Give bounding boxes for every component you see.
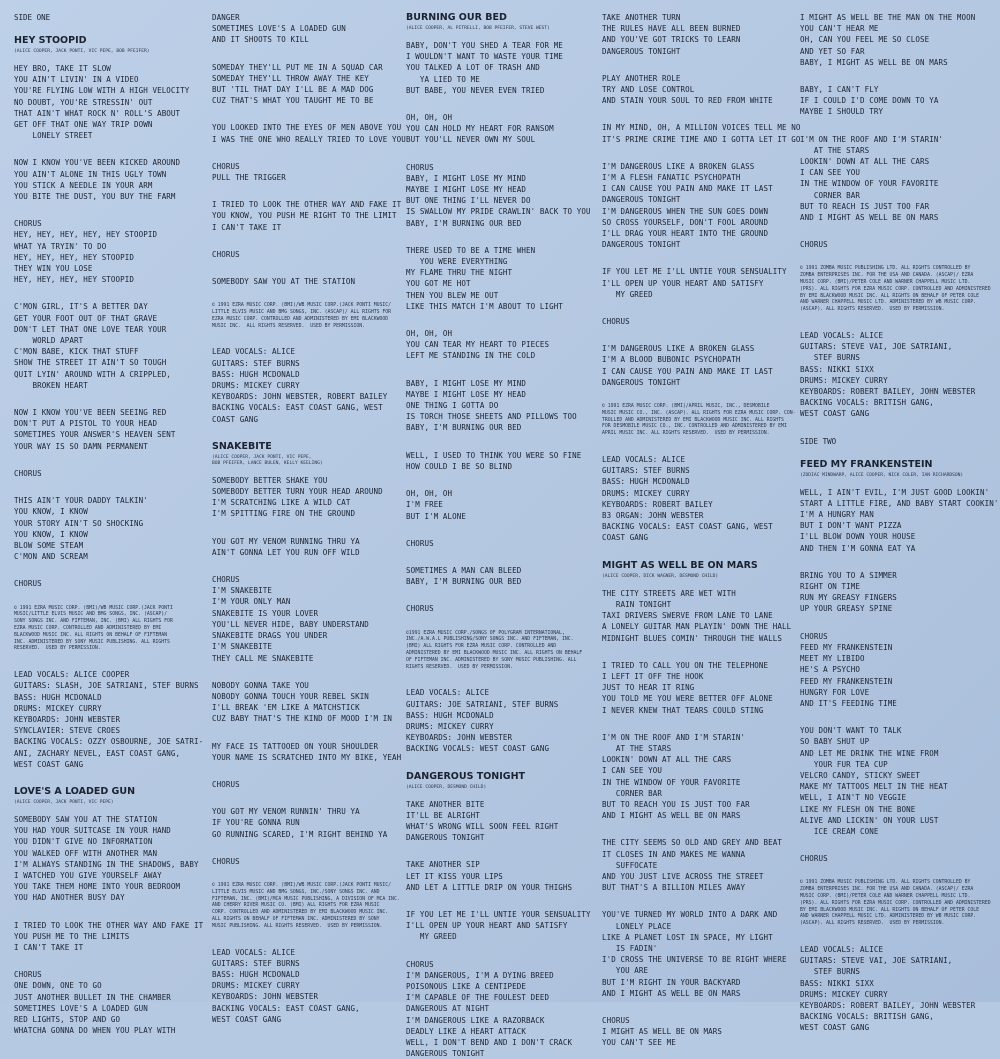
lyric-verse: YOU GOT MY VENOM RUNNING THRU YA AIN'T GONNA LET YOU RUN OFF WILD (212, 536, 360, 557)
song-title: MIGHT AS WELL BE ON MARS (602, 559, 758, 571)
lyric-verse: BABY, I MIGHT LOSE MY MIND MAYBE I MIGHT LOSE MY HEAD ONE THING I GOTTA DO IS TORCH THOSE SHEETS AND PILLOWS TOO BABY, I'M BURNING OUR BED (406, 378, 577, 433)
column-2 (212, 0, 406, 1024)
lyric-verse: THE CITY SEEMS SO OLD AND GREY AND BEAT IT CLOSES IN AND MAKES ME WANNA SUFFOCATE AND YOU JUST LIVE ACROSS THE STREET BUT THAT'S A BILLION MILES AWAY (602, 838, 782, 893)
copyright-notice: © 1991 EZRA MUSIC CORP. (BMI)/WB MUSIC CORP.(JACK PONTI MUSIC/ LITTLE ELVIS MUSIC AND BMG SONGS, INC./SONY SONGS INC. AND FIFTEMAN, INC. (BMI)/MCA MUSIC PUBLISHING, A DIVISION OF MCA INC. AND CHERRY RIVER MUSIC CO. (BMI) ALL RIGHTS FOR EZRA MUSIC CORP. CONTROLLED AND ADMINISTERED BY EMI BLACKWOOD MUSIC INC. ALL RIGHTS ON BEHALF OF FIFTEMAN INC. ADMINISTERED BY SONY MUSIC PUBLISHING. ALL RIGHTS RESERVED. USED BY PERMISSION. (212, 882, 400, 929)
lyric-verse: I'M ON THE ROOF AND I'M STARIN' AT THE STARS LOOKIN' DOWN AT ALL THE CARS I CAN SEE YOU IN THE WINDOW OF YOUR FAVORITE CORNER BAR BUT TO REACH YOU IS JUST TOO FAR AND I MIGHT AS WELL BE ON MARS (602, 732, 750, 821)
lyric-verse: SOMEDAY THEY'LL PUT ME IN A SQUAD CAR SOMEDAY THEY'LL THROW AWAY THE KEY BUT 'TIL THAT DAY I'LL BE A MAD DOG CUZ THAT'S WHAT YOU TAUGHT ME TO BE (212, 62, 383, 106)
lyric-chorus: I'M DANGEROUS LIKE A BROKEN GLASS I'M A FLESH FANATIC PSYCHOPATH I CAN CAUSE YOU PAIN AND MAKE IT LAST DANGEROUS TONIGHT I'M DANGEROUS WHEN THE SUN GOES DOWN SO CROSS YOURSELF, DON'T FOOL AROUND I'LL DRAG YOUR HEART INTO THE GROUND DANGEROUS TONIGHT (602, 161, 773, 250)
song-title: SNAKEBITE (212, 440, 272, 452)
lyric-verse: MY FACE IS TATTOOED ON YOUR SHOULDER YOUR NAME IS SCRATCHED INTO MY BIKE, YEAH (212, 741, 402, 762)
lyric-verse: YOU LOOKED INTO THE EYES OF MEN ABOVE YOU I WAS THE ONE WHO REALLY TRIED TO LOVE YOU (212, 123, 406, 144)
lyric-chorus: CHORUS PULL THE TRIGGER (212, 161, 286, 183)
lyric-verse: SOMEBODY BETTER SHAKE YOU SOMEBODY BETTER TURN YOUR HEAD AROUND I'M SCRATCHING LIKE A WILD CAT I'M SPITTING FIRE ON THE GROUND (212, 475, 383, 519)
lyric-verse: I MIGHT AS WELL BE THE MAN ON THE MOON YOU CAN'T HEAR ME OH, CAN YOU FEEL ME SO CLOSE AND YET SO FAR BABY, I MIGHT AS WELL BE ON MARS (800, 13, 976, 67)
musician-credits: LEAD VOCALS: ALICE GUITARS: STEVE VAI, JOE SATRIANI, STEF BURNS BASS: NIKKI SIXX DRUMS: MICKEY CURRY KEYBOARDS: ROBERT BAILEY, JOHN WEBSTER BACKING VOCALS: BRITISH GANG, WEST COAST GANG (800, 944, 976, 1033)
lyric-verse: SOMETIMES A MAN CAN BLEED BABY, I'M BURNING OUR BED (406, 565, 522, 587)
lyric-chorus: CHORUS (14, 579, 42, 589)
lyric-chorus: CHORUS (212, 249, 240, 259)
lyric-verse: NOBODY GONNA TAKE YOU NOBODY GONNA TOUCH YOUR REBEL SKIN I'LL BREAK 'EM LIKE A MATCHSTICK CUZ BABY THAT'S THE KIND OF MOOD I'M IN (212, 680, 392, 724)
musician-credits: LEAD VOCALS: ALICE GUITARS: JOE SATRIANI, STEF BURNS BASS: HUGH MCDONALD DRUMS: MICKEY CURRY KEYBOARDS: JOHN WEBSTER BACKING VOCALS: WEST COAST GANG (406, 688, 559, 754)
lyric-verse: I'M DANGEROUS LIKE A BROKEN GLASS I'M A BLOOD BUBONIC PSYCHOPATH I CAN CAUSE YOU PAIN AND MAKE IT LAST DANGEROUS TONIGHT (602, 344, 773, 387)
song-title: BURNING OUR BED (406, 12, 507, 23)
lyric-verse: OH, OH, OH YOU CAN HOLD MY HEART FOR RANSOM BUT YOU'LL NEVER OWN MY SOUL (406, 113, 554, 145)
copyright-notice: ©1991 EZRA MUSIC CORP./SONGS OF POLYGRAM INTERNATIONAL, INC./A.W.A.L PUBLISHING/SONY SONGS INC. AND FIFTEMAN, INC. (BMI) ALL RIGHTS FOR EZRA MUSIC CORP. CONTROLLED AND ADMINISTERED BY EMI BLACKWOOD MUSIC INC. ALL RIGHTS ON BEHALF OF FIFTEMAN INC. ADMINISTERED BY SONY MUSIC PUBLISHING. ALL RIGHTS RESERVED. USED BY PERMISSION. (406, 630, 583, 670)
copyright-notice: © 1991 EZRA MUSIC CORP. (BMI)/WB MUSIC CORP.(JACK PONTI MUSIC/ LITTLE ELVIS MUSIC AND BMG SONGS, INC. (ASCAP)/ ALL RIGHTS FOR EZRA MUSIC CORP. CONTROLLED AND ADMINISTERED BY EMI BLACKWOOD MUSIC INC. ALL RIGHTS RESERVED. USED BY PERMISSION. (212, 303, 392, 329)
lyric-verse: NOW I KNOW YOU'VE BEEN SEEING RED DON'T PUT A PISTOL TO YOUR HEAD SOMETIMES YOUR ANSWER'S HEAVEN SENT YOUR WAY IS SO DAMN PERMANENT (14, 408, 176, 451)
musician-credits: LEAD VOCALS: ALICE GUITARS: STEVE VAI, JOE SATRIANI, STEF BURNS BASS: NIKKI SIXX DRUMS: MICKEY CURRY KEYBOARDS: ROBERT BAILEY, JOHN WEBSTER BACKING VOCALS: BRITISH GANG, WEST COAST GANG (800, 331, 976, 419)
column-5 (800, 0, 999, 1033)
lyric-chorus: CHORUS (14, 468, 42, 478)
lyric-verse: YOU DON'T WANT TO TALK SO BABY SHUT UP AND LET ME DRINK THE WINE FROM YOUR FUR TEA CUP VELCRO CANDY, STICKY SWEET MAKE MY TATTOOS MELT IN THE HEAT WELL, I AIN'T NO VEGGIE LIKE MY FLESH ON THE BONE ALIVE AND LICKIN' ON YOUR LUST ICE CREAM CONE (800, 726, 948, 836)
songwriter-credit: (ALICE COOPER, DICK WAGNER, DESMOND CHILD) (602, 573, 719, 579)
lyric-verse: BABY, DON'T YOU SHED A TEAR FOR ME I WOULDN'T WANT TO WASTE YOUR TIME YOU TALKED A LOT OF TRASH AND YA LIED TO ME BUT BABE, YOU NEVER EVEN TRIED (406, 41, 563, 95)
lyric-chorus: CHORUS HEY, HEY, HEY, HEY, HEY STOOPID WHAT YA TRYIN' TO DO HEY, HEY, HEY, HEY STOOPID THEY WIN YOU LOSE HEY, HEY, HEY, HEY STOOPID (14, 219, 158, 285)
lyric-verse: TAKE ANOTHER SIP LET IT KISS YOUR LIPS AND LET A LITTLE DRIP ON YOUR THIGHS (406, 860, 573, 892)
lyric-verse: NOW I KNOW YOU'VE BEEN KICKED AROUND YOU AIN'T ALONE IN THIS UGLY TOWN YOU STICK A NEEDLE IN YOUR ARM YOU BITE THE DUST, YOU BUY THE FARM (14, 158, 181, 202)
lyric-chorus: CHORUS (800, 854, 828, 864)
copyright-notice: © 1991 ZOMBA MUSIC PUBLISHING LTD. ALL RIGHTS CONTROLLED BY ZOMBA ENTERPRISES INC. FOR THE USA AND CANADA. (ASCAP)/ EZRA MUSIC CORP. (BMI)/PETER COLE AND WARNER CHAPPELL MUSIC LTD. (PRS). ALL RIGHTS FOR EZRA MUSIC CORP. CONTROLLED AND ADMINISTERED BY EMI BLACKWOOD MUSIC INC. ALL RIGHTS ON BEHALF OF PETER COLE AND WARNER CHAPPELL MUSIC LTD. ADMINISTERED BY WB MUSIC CORP. (ASCAP). ALL RIGHTS RESERVED. USED BY PERMISSION. (800, 880, 991, 927)
songwriter-credit: (ZODIAC MINDWARP, ALICE COOPER, NICK COLER, IAN RICHARDSON) (800, 472, 964, 478)
lyric-verse: YOU'VE TURNED MY WORLD INTO A DARK AND LONELY PLACE LIKE A PLANET LOST IN SPACE, MY LIGHT IS FADIN' I'D CROSS THE UNIVERSE TO BE RIGHT WHERE YOU ARE BUT I'M RIGHT IN YOUR BACKYARD AND I MIGHT AS WELL BE ON MARS (602, 910, 787, 998)
lyric-verse: OH, OH, OH YOU CAN TEAR MY HEART TO PIECES LEFT ME STANDING IN THE COLD (406, 329, 550, 361)
lyric-verse: OH, OH, OH I'M FREE BUT I'M ALONE (406, 489, 466, 521)
column-1 (14, 0, 204, 1036)
lyric-verse: SOMEBODY SAW YOU AT THE STATION YOU HAD YOUR SUITCASE IN YOUR HAND YOU DIDN'T GIVE NO INFORMATION YOU WALKED OFF WITH ANOTHER MAN I'M ALWAYS STANDING IN THE SHADOWS, BABY I WATCHED YOU GIVE YOURSELF AWAY YOU TAKE THEM HOME INTO YOUR BEDROOM YOU HAD ANOTHER BUSY DAY (14, 814, 199, 903)
songwriter-credit: (ALICE COOPER, AL PITRELLI, BOB PFEIFER, STEVE WEST) (406, 26, 550, 31)
lyric-verse: WELL, I USED TO THINK YOU WERE SO FINE HOW COULD I BE SO BLIND (406, 450, 582, 471)
musician-credits: LEAD VOCALS: ALICE GUITARS: STEF BURNS BASS: HUGH MCDONALD DRUMS: MICKEY CURRY KEYBOARDS: JOHN WEBSTER, ROBERT BAILEY BACKING VOCALS: EAST COAST GANG, WEST COAST GANG (212, 347, 388, 424)
lyric-verse: DANGER SOMETIMES LOVE'S A LOADED GUN AND IT SHOOTS TO KILL (212, 13, 346, 45)
song-title: DANGEROUS TONIGHT (406, 770, 526, 782)
songwriter-credit: (ALICE COOPER, JACK PONTI, VIC PEPE) (14, 799, 114, 805)
lyric-verse: I TRIED TO LOOK THE OTHER WAY AND FAKE IT YOU KNOW, YOU PUSH ME RIGHT TO THE LIMIT I CAN'T TAKE IT (212, 200, 402, 232)
lyric-verse: SOMEBODY SAW YOU AT THE STATION (212, 277, 356, 287)
lyric-verse: IF YOU LET ME I'LL UNTIE YOUR SENSUALITY I'LL OPEN UP YOUR HEART AND SATISFY MY GREED (406, 909, 591, 942)
side-one-label: SIDE ONE (14, 13, 51, 22)
lyric-chorus: CHORUS I MIGHT AS WELL BE ON MARS YOU CAN'T SEE ME (602, 1015, 722, 1048)
songwriter-credit: (ALICE COOPER, JACK PONTI, VIC PEPE, BOB PFEIFER, LANCE BULEN, KELLY KEELING) (212, 454, 323, 466)
lyric-chorus: CHORUS I'M DANGEROUS, I'M A DYING BREED POISONOUS LIKE A CENTIPEDE I'M CAPABLE OF THE FOULEST DEED DANGEROUS AT NIGHT I'M DANGEROUS LIKE A RAZORBACK DEADLY LIKE A HEART ATTACK WELL, I DON'T BEND AND I DON'T CRACK DANGEROUS TONIGHT (406, 959, 573, 1059)
musician-credits: LEAD VOCALS: ALICE GUITARS: STEF BURNS BASS: HUGH MCDONALD DRUMS: MICKEY CURRY KEYBOARDS: JOHN WEBSTER BACKING VOCALS: EAST COAST GANG, WEST COAST GANG (212, 947, 360, 1024)
lyric-verse: BRING YOU TO A SIMMER RIGHT ON TIME RUN MY GREASY FINGERS UP YOUR GREASY SPINE (800, 570, 897, 614)
lyric-chorus: CHORUS (602, 317, 630, 327)
lyric-chorus: CHORUS I'M SNAKEBITE I'M YOUR ONLY MAN SNAKEBITE IS YOUR LOVER YOU'LL NEVER HIDE, BABY UNDERSTAND SNAKEBITE DRAGS YOU UNDER I'M SNAKEBITE THEY CALL ME SNAKEBITE (212, 575, 369, 663)
song-title: FEED MY FRANKENSTEIN (800, 458, 933, 470)
lyric-chorus: CHORUS (212, 779, 240, 789)
song-title: HEY STOOPID (14, 35, 87, 46)
song-title: LOVE'S A LOADED GUN (14, 785, 136, 797)
copyright-notice: © 1991 EZRA MUSIC CORP. (BMI)/APRIL MUSIC, INC., DESMOBILE MUSIC MUSIC CO., INC. (ASCAP). ALL RIGHTS FOR EZRA MUSIC CORP. CON- TROLLED AND ADMINISTERED BY EMI BLACKWOOD MUSIC INC. ALL RIGHTS FOR DESMOBILE MUSIC CO., INC. CONTROLLED AND ADMINISTERED BY EMI APRIL MUSIC INC. ALL RIGHTS RESERVED. USED BY PERMISSION. (602, 404, 796, 437)
copyright-notice: © 1991 EZRA MUSIC CORP. (BMI)/WB MUSIC CORP.(JACK PONTI MUSIC/LITTLE ELVIS MUSIC AND BMG SONGS, INC. (ASCAP)/ SONY SONGS INC. AND FIFTEMAN, INC. (BMI) ALL RIGHTS FOR EZRA MUSIC CORP. CONTROLLED AND ADMINISTERED BY EMI BLACKWOOD MUSIC INC. ALL RIGHTS ON BEHALF OF FIFTEMAN INC. ADMINISTERED BY SONY MUSIC PUBLISHING. ALL RIGHTS RESERVED. USED BY PERMISSION. (14, 605, 173, 652)
lyric-chorus: CHORUS (212, 856, 240, 866)
songwriter-credit: (ALICE COOPER, JACK PONTI, VIC PEPE, BOB PFEIFER) (14, 49, 150, 54)
lyric-verse: YOU GOT MY VENOM RUNNIN' THRU YA IF YOU'RE GONNA RUN GO RUNNING SCARED, I'M RIGHT BEHIND YA (212, 807, 388, 839)
songwriter-credit: (ALICE COOPER, DESMOND CHILD) (406, 784, 487, 790)
lyric-chorus: CHORUS FEED MY FRANKENSTEIN MEET MY LIBIDO HE'S A PSYCHO FEED MY FRANKENSTEIN HUNGRY FOR LOVE AND IT'S FEEDING TIME (800, 631, 897, 708)
column-3 (406, 0, 598, 1059)
lyric-verse: PLAY ANOTHER ROLE TRY AND LOSE CONTROL AND STAIN YOUR SOUL TO RED FROM WHITE (602, 73, 773, 106)
lyric-verse: HEY BRO, TAKE IT SLOW YOU AIN'T LIVIN' IN A VIDEO YOU'RE FLYING LOW WITH A HIGH VELOCITY NO DOUBT, YOU'RE STRESSIN' OUT THAT AIN'T WHAT ROCK N' ROLL'S ABOUT GET OFF THAT ONE WAY TRIP DOWN LONELY STREET (14, 64, 190, 141)
lyric-verse: I TRIED TO CALL YOU ON THE TELEPHONE I LEFT IT OFF THE HOOK JUST TO HEAR IT RING YOU TOLD ME YOU WERE BETTER OFF ALONE I NEVER KNEW THAT TEARS COULD STING (602, 660, 773, 715)
lyric-verse: WELL, I AIN'T EVIL, I'M JUST GOOD LOOKIN' START A LITTLE FIRE, AND BABY START COOKIN' I'M A HUNGRY MAN BUT I DON'T WANT PIZZA I'LL BLOW DOWN YOUR HOUSE AND THEN I'M GONNA EAT YA (800, 487, 999, 553)
side-two-label: SIDE TWO (800, 436, 837, 446)
musician-credits: LEAD VOCALS: ALICE GUITARS: STEF BURNS BASS: HUGH MCDONALD DRUMS: MICKEY CURRY KEYBOARDS: ROBERT BAILEY B3 ORGAN: JOHN WEBSTER BACKING VOCALS: EAST COAST GANG, WEST COAST GANG (602, 455, 773, 543)
lyric-verse: IN MY MIND, OH, A MILLION VOICES TELL ME NO IT'S PRIME CRIME TIME AND I GOTTA LET IT GO (602, 123, 801, 144)
musician-credits: LEAD VOCALS: ALICE COOPER GUITARS: SLASH, JOE SATRIANI, STEF BURNS BASS: HUGH MCDONALD DRUMS: MICKEY CURRY KEYBOARDS: JOHN WEBSTER SYNCLAVIER: STEVE CROES BACKING VOCALS: OZZY OSBOURNE, JOE SATRI- ANI, ZACHARY NEVEL, EAST COAST GANG, WEST COAST GANG (14, 670, 204, 769)
lyric-verse: THERE USED TO BE A TIME WHEN YOU WERE EVERYTHING MY FLAME THRU THE NIGHT YOU GOT ME HOT THEN YOU BLEW ME OUT LIKE THIS MATCH I'M ABOUT TO LIGHT (406, 245, 563, 311)
lyric-verse: IF YOU LET ME I'LL UNTIE YOUR SENSUALITY I'LL OPEN UP YOUR HEART AND SATISFY MY GREED (602, 267, 787, 299)
lyric-chorus: CHORUS (800, 240, 828, 250)
lyric-chorus: CHORUS (406, 604, 434, 614)
lyric-verse: BABY, I CAN'T FLY IF I COULD I'D COME DOWN TO YA MAYBE I SHOULD TRY (800, 85, 939, 117)
lyric-verse: C'MON GIRL, IT'S A BETTER DAY GET YOUR FOOT OUT OF THAT GRAVE DON'T LET THAT ONE LOVE TEAR YOUR WORLD APART C'MON BABE, KICK THAT STUFF SHOW THE STREET IT AIN'T SO TOUGH QUIT LYIN' AROUND WITH A CRIPPLED, BROKEN HEART (14, 302, 171, 390)
column-4 (602, 0, 801, 1048)
lyric-verse: TAKE ANOTHER TURN THE RULES HAVE ALL BEEN BURNED AND YOU'VE GOT TRICKS TO LEARN DANGEROUS TONIGHT (602, 13, 741, 56)
lyric-chorus: CHORUS (406, 538, 434, 548)
lyric-chorus: CHORUS BABY, I MIGHT LOSE MY MIND MAYBE I MIGHT LOSE MY HEAD BUT ONE THING I'LL NEVER DO IS SWALLOW MY PRIDE CRAWLIN' BACK TO YOU BABY, I'M BURNING OUR BED (406, 162, 591, 228)
lyric-verse: I TRIED TO LOOK THE OTHER WAY AND FAKE IT YOU PUSH ME TO THE LIMITS I CAN'T TAKE IT (14, 920, 204, 952)
lyric-verse: THIS AIN'T YOUR DADDY TALKIN' YOU KNOW, I KNOW YOUR STORY AIN'T SO SHOCKING YOU KNOW, I KNOW BLOW SOME STEAM C'MON AND SCREAM (14, 496, 148, 562)
lyric-chorus: CHORUS ONE DOWN, ONE TO GO JUST ANOTHER BULLET IN THE CHAMBER SOMETIMES LOVE'S A LOADED GUN RED LIGHTS, STOP AND GO WHATCHA GONNA DO WHEN YOU PLAY WITH (14, 970, 176, 1036)
lyric-verse: TAKE ANOTHER BITE IT'LL BE ALRIGHT WHAT'S WRONG WILL SOON FEEL RIGHT DANGEROUS TONIGHT (406, 799, 559, 843)
copyright-notice: © 1991 ZOMBA MUSIC PUBLISHING LTD. ALL RIGHTS CONTROLLED BY ZOMBA ENTERPRISES INC. FOR THE USA AND CANADA. (ASCAP)/ EZRA MUSIC CORP. (BMI)/PETER COLE AND WARNER CHAPPELL MUSIC LTD. (PRS). ALL RIGHTS FOR EZRA MUSIC CORP. CONTROLLED AND ADMINISTERED BY EMI BLACKWOOD MUSIC INC. ALL RIGHTS ON BEHALF OF PETER COLE AND WARNER CHAPPELL MUSIC LTD. ADMINISTERED BY WB MUSIC CORP. (ASCAP). ALL RIGHTS RESERVED. USED BY PERMISSION. (800, 266, 991, 313)
lyric-verse: I'M ON THE ROOF AND I'M STARIN' AT THE STARS LOOKIN' DOWN AT ALL THE CARS I CAN SEE YOU IN THE WINDOW OF YOUR FAVORITE CORNER BAR BUT TO REACH IS JUST TOO FAR AND I MIGHT AS WELL BE ON MARS (800, 134, 944, 223)
lyric-verse: THE CITY STREETS ARE WET WITH RAIN TONIGHT TAXI DRIVERS SWERVE FROM LANE TO LANE A LONELY GUITAR MAN PLAYIN' DOWN THE HALL MIDNIGHT BLUES COMIN' THROUGH THE WALLS (602, 588, 792, 643)
